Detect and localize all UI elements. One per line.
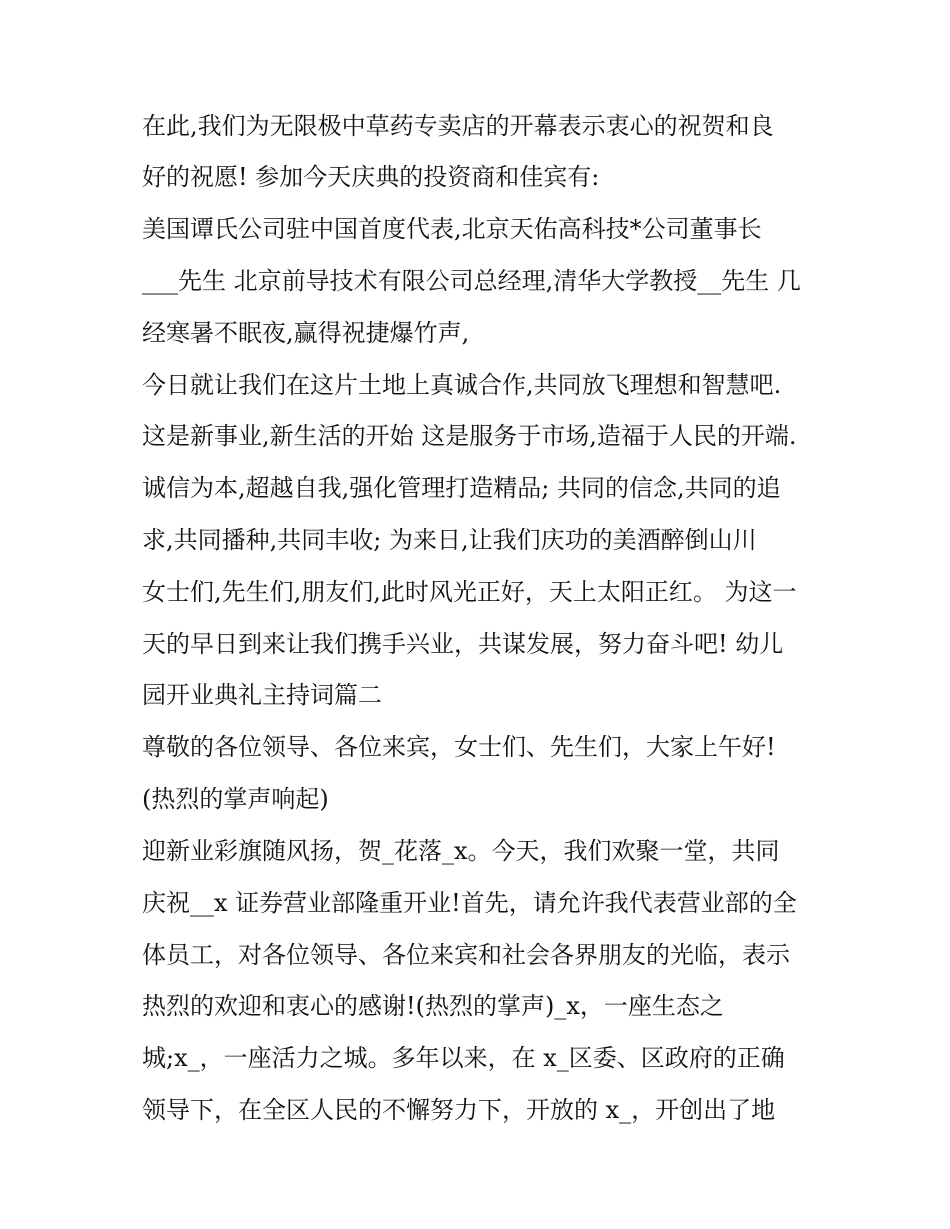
text-line: 尊敬的各位领导、各位来宾，女士们、先生们，大家上午好! [142,733,776,761]
text-line: 今日就让我们在这片土地上真诚合作,共同放飞理想和智慧吧. [142,371,782,399]
text-line: 求,共同播种,共同丰收; 为来日,让我们庆功的美酒醉倒山川 [142,526,757,554]
text-line: 在此,我们为无限极中草药专卖店的开幕表示衷心的祝贺和良 [142,112,774,140]
text-line: (热烈的掌声响起) [142,785,329,813]
text-line: 体员工，对各位领导、各位来宾和社会各界朋友的光临，表示 [142,941,790,969]
text-line: 经寒暑不眠夜,赢得祝捷爆竹声, [142,319,470,347]
text-line: 诚信为本,超越自我,强化管理打造精品; 共同的信念,共同的追 [142,474,781,502]
text-line: 热烈的欢迎和衷心的感谢!(热烈的掌声)_x，一座生态之 [142,992,724,1020]
text-line: 迎新业彩旗随风扬，贺_花落_x。今天，我们欢聚一堂，共同 [142,837,780,865]
text-line: 城;x_，一座活力之城。多年以来，在 x_区委、区政府的正确 [142,1044,785,1072]
text-line: 天的早日到来让我们携手兴业，共谋发展，努力奋斗吧! 幼儿 [142,630,784,658]
text-line: 好的祝愿! 参加今天庆典的投资商和佳宾有: [142,163,600,191]
text-line: 女士们,先生们,朋友们,此时风光正好，天上太阳正红。 为这一 [142,578,797,606]
text-line: ___先生 北京前导技术有限公司总经理,清华大学教授__先生 几 [142,267,801,295]
text-line: 园开业典礼主持词篇二 [142,681,382,709]
text-line: 美国谭氏公司驻中国首度代表,北京天佑高科技*公司董事长 [142,215,762,243]
text-line: 领导下，在全区人民的不懈努力下，开放的 x_，开创出了地 [142,1096,776,1124]
text-line: 庆祝__x 证券营业部隆重开业!首先，请允许我代表营业部的全 [142,889,797,917]
text-line: 这是新事业,新生活的开始 这是服务于市场,造福于人民的开端. [142,422,797,450]
